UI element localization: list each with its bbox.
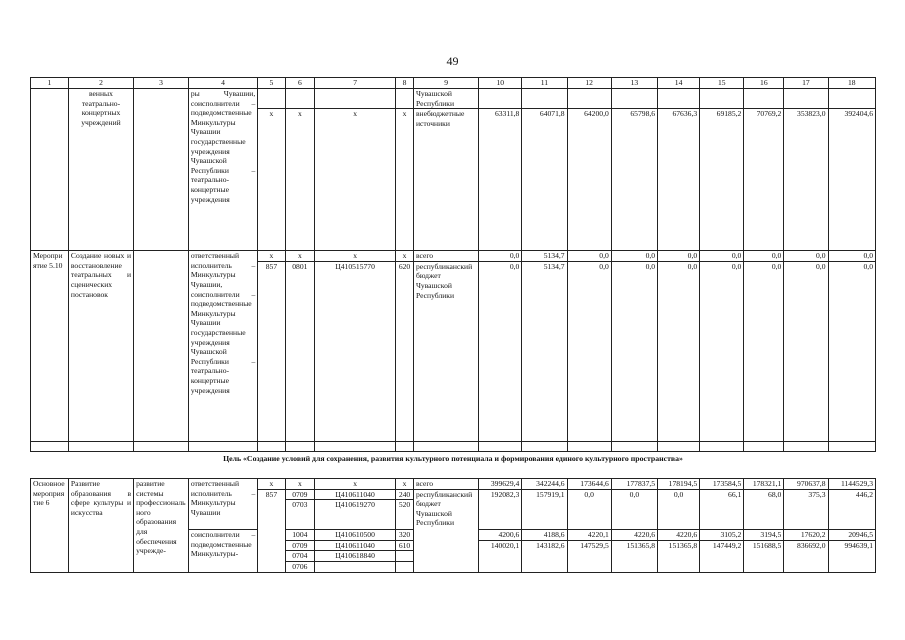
value-cell: 173584,5 — [700, 479, 744, 490]
cell-c7: x — [315, 479, 396, 490]
value-cell: 0,0 — [567, 261, 611, 451]
cell-c6: x — [285, 251, 314, 262]
cell-c5: 857 — [258, 261, 285, 451]
header-cell: 2 — [68, 78, 133, 89]
value-cell: 143182,6 — [522, 540, 567, 572]
value-cell: 4200,6 — [479, 530, 522, 541]
cell — [611, 89, 657, 109]
header-cell: 16 — [744, 78, 784, 89]
header-cell: 14 — [658, 78, 700, 89]
cell-source: всего — [413, 479, 478, 490]
value-cell: 20946,5 — [828, 530, 876, 541]
cell-c5: 857 — [258, 489, 285, 572]
value-cell: 147529,5 — [567, 540, 611, 572]
cell-c1: Основное мероприятие 6 — [31, 479, 69, 573]
cell-c2: Создание новых и восстановление театральных и сценических постановок — [68, 251, 133, 452]
value-cell: 1144529,3 — [828, 479, 876, 490]
value-cell: 0,0 — [611, 489, 657, 530]
cell-c6: 0703 — [285, 500, 314, 530]
value-cell: 5134,7 — [522, 261, 567, 451]
value-cell: 70769,2 — [744, 109, 784, 251]
value-cell: 4220,6 — [658, 530, 700, 541]
value-cell: 69185,2 — [700, 109, 744, 251]
cell-c7: Ц410515770 — [315, 261, 396, 451]
header-cell: 15 — [700, 78, 744, 89]
cell-source: всего — [413, 251, 478, 262]
value-cell: 0,0 — [700, 261, 744, 451]
value-cell: 0,0 — [479, 251, 522, 262]
cell-c5: x — [258, 109, 285, 251]
cell-c6: 0709 — [285, 489, 314, 500]
cell-c8: 620 — [396, 261, 414, 451]
header-cell: 12 — [567, 78, 611, 89]
cell — [744, 89, 784, 109]
header-row — [31, 78, 876, 89]
value-cell: 0,0 — [567, 251, 611, 262]
header-cell: 8 — [396, 78, 414, 89]
cell-c8: 520 — [396, 500, 414, 530]
cell — [700, 89, 744, 109]
cell-c4: соисполнители – подведомственные Минкультуры- — [188, 530, 257, 572]
value-cell: 353823,0 — [784, 109, 828, 251]
cell-c6: x — [285, 479, 314, 490]
cell-c8 — [396, 551, 414, 562]
value-cell: 0,0 — [784, 261, 828, 451]
header-cell: 18 — [828, 78, 876, 89]
value-cell: 0,0 — [700, 251, 744, 262]
cell-c6: 0801 — [285, 261, 314, 451]
value-cell: 64200,0 — [567, 109, 611, 251]
value-cell: 17620,2 — [784, 530, 828, 541]
cell-source: Чувашской Республики — [413, 89, 478, 109]
value-cell: 67636,3 — [658, 109, 700, 251]
value-cell: 0,0 — [828, 251, 876, 262]
value-cell: 64071,8 — [522, 109, 567, 251]
value-cell: 68,0 — [744, 489, 784, 530]
header-cell: 7 — [315, 78, 396, 89]
value-cell: 4188,6 — [522, 530, 567, 541]
cell — [658, 89, 700, 109]
value-cell: 147449,2 — [700, 540, 744, 572]
value-cell: 157919,1 — [522, 489, 567, 530]
cell-c8 — [396, 561, 414, 572]
value-cell: 65798,6 — [611, 109, 657, 251]
value-cell: 140020,1 — [479, 540, 522, 572]
value-cell: 4220,6 — [611, 530, 657, 541]
cell-source: внебюджетные источники — [413, 109, 478, 251]
header-cell: 13 — [611, 78, 657, 89]
cell-source: республиканский бюджет Чувашской Республики — [413, 261, 478, 451]
cell — [258, 89, 285, 109]
cell-c7 — [315, 561, 396, 572]
header-cell: 3 — [134, 78, 189, 89]
value-cell: 0,0 — [567, 489, 611, 530]
header-cell: 6 — [285, 78, 314, 89]
value-cell: 342244,6 — [522, 479, 567, 490]
value-cell: 0,0 — [611, 261, 657, 451]
cell-c3 — [134, 89, 189, 251]
cell-c4: ответственный исполнитель – Минкультуры Чувашии, соисполнители – подведомственные Минкультуры Чувашии государственные учреждения Чувашской Республики – театрально-концертные учреждения — [188, 251, 257, 452]
cell-source: республиканский бюджет Чувашской Республики — [413, 489, 478, 572]
cell — [315, 89, 396, 109]
value-cell: 0,0 — [744, 261, 784, 451]
value-cell: 399629,4 — [479, 479, 522, 490]
value-cell: 0,0 — [658, 261, 700, 451]
cell-c8: x — [396, 251, 414, 262]
cell-c7: Ц410619270 — [315, 500, 396, 530]
cell-c6: 0706 — [285, 561, 314, 572]
cell-c7: x — [315, 109, 396, 251]
value-cell: 0,0 — [611, 251, 657, 262]
cell — [479, 89, 522, 109]
value-cell: 375,3 — [784, 489, 828, 530]
cell — [396, 89, 414, 109]
value-cell: 0,0 — [479, 261, 522, 451]
cell-c8: 320 — [396, 530, 414, 541]
goal-heading: Цель «Создание условий для сохранения, развития культурного потенциала и формирования единого культурного пространства» — [223, 454, 683, 463]
value-cell: 178321,1 — [744, 479, 784, 490]
value-cell: 177837,5 — [611, 479, 657, 490]
value-cell: 3194,5 — [744, 530, 784, 541]
value-cell: 0,0 — [784, 251, 828, 262]
cell-c7: x — [315, 251, 396, 262]
header-cell: 9 — [413, 78, 478, 89]
cell — [285, 89, 314, 109]
cell-c2: Развитие образования в сфере культуры и искусства — [68, 479, 133, 573]
cell-c7: Ц410611040 — [315, 540, 396, 551]
cell-c8: x — [396, 109, 414, 251]
table-row — [31, 89, 876, 109]
cell — [567, 89, 611, 109]
value-cell: 173644,6 — [567, 479, 611, 490]
value-cell: 836692,0 — [784, 540, 828, 572]
value-cell: 151365,8 — [658, 540, 700, 572]
value-cell: 0,0 — [658, 489, 700, 530]
cell-c2: венных театрально-концертных учреждений — [68, 89, 133, 251]
header-cell: 17 — [784, 78, 828, 89]
header-cell: 10 — [479, 78, 522, 89]
cell-c1: Мероприятие 5.10 — [31, 251, 69, 452]
value-cell: 4220,1 — [567, 530, 611, 541]
value-cell: 0,0 — [744, 251, 784, 262]
table-row — [31, 251, 876, 262]
cell-c8: 610 — [396, 540, 414, 551]
value-cell: 994639,1 — [828, 540, 876, 572]
value-cell: 392404,6 — [828, 109, 876, 251]
cell-c7: Ц410618840 — [315, 551, 396, 562]
value-cell: 151365,8 — [611, 540, 657, 572]
header-cell: 4 — [188, 78, 257, 89]
cell-c8: 240 — [396, 489, 414, 500]
cell — [784, 89, 828, 109]
cell-c4: ры Чувашии, соисполнители – подведомственные Минкультуры Чувашии государственные учреждения Чувашской Республики – театрально-концертные учреждения — [188, 89, 257, 251]
cell-c8: x — [396, 479, 414, 490]
value-cell: 446,2 — [828, 489, 876, 530]
cell — [828, 89, 876, 109]
value-cell: 970637,8 — [784, 479, 828, 490]
cell-c6: 1004 — [285, 530, 314, 541]
program-table-lower — [30, 478, 876, 573]
value-cell: 3105,2 — [700, 530, 744, 541]
page-number: 49 — [446, 54, 459, 68]
value-cell: 0,0 — [658, 251, 700, 262]
cell-c3 — [134, 251, 189, 452]
program-table — [30, 77, 876, 452]
cell-c6: 0704 — [285, 551, 314, 562]
divider — [30, 441, 876, 442]
value-cell: 192082,3 — [479, 489, 522, 530]
header-cell: 11 — [522, 78, 567, 89]
header-cell: 1 — [31, 78, 69, 89]
cell-c3: развитие системы профессионального образования для обеспечения учрежде- — [134, 479, 189, 573]
cell-c6: x — [285, 109, 314, 251]
value-cell: 178194,5 — [658, 479, 700, 490]
value-cell: 0,0 — [828, 261, 876, 451]
cell-c7: Ц410611040 — [315, 489, 396, 500]
cell-c6: 0709 — [285, 540, 314, 551]
header-cell: 5 — [258, 78, 285, 89]
cell-c4: ответственный исполнитель – Минкультуры Чувашии — [188, 479, 257, 530]
cell — [522, 89, 567, 109]
value-cell: 66,1 — [700, 489, 744, 530]
table-row — [31, 479, 876, 490]
value-cell: 63311,8 — [479, 109, 522, 251]
cell-c7: Ц410610500 — [315, 530, 396, 541]
cell-c5: x — [258, 251, 285, 262]
value-cell: 151688,5 — [744, 540, 784, 572]
cell-c1 — [31, 89, 69, 251]
value-cell: 5134,7 — [522, 251, 567, 262]
cell-c5: x — [258, 479, 285, 490]
